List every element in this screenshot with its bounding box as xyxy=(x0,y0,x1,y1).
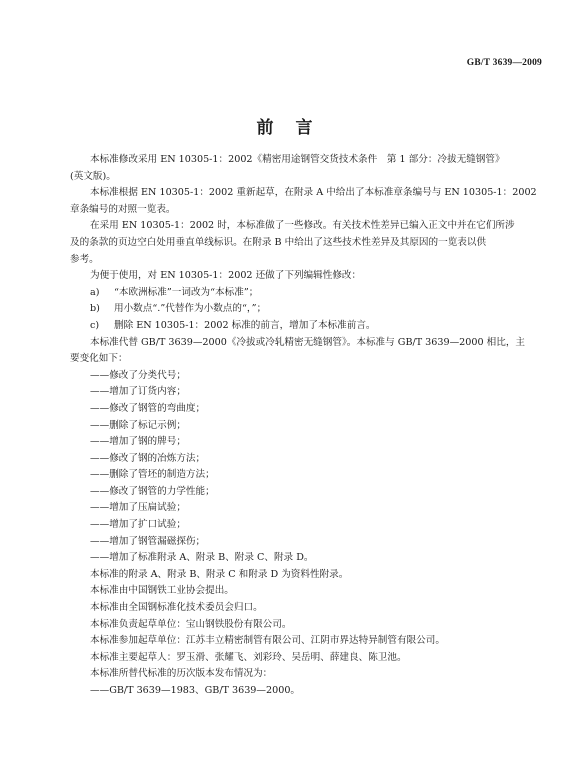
paragraph-line: 本标准代替 GB/T 3639—2000《冷拔或冷轧精密无缝钢管》。本标准与 GB/T 3639—2000 相比，主 xyxy=(90,336,526,348)
change-item: ——增加了标准附录 A、附录 B、附录 C、附录 D。 xyxy=(90,552,314,564)
standard-code: GB/T 3639—2009 xyxy=(466,58,542,68)
paragraph-line: 本标准根据 EN 10305-1：2002 重新起草，在附录 A 中给出了本标准章条编号与 EN 10305-1：2002 xyxy=(90,187,537,199)
paragraph-line: 及的条款的页边空白处用垂直单线标识。在附录 B 中给出了这些技术性差异及其原因的一览表以供 xyxy=(70,236,487,248)
paragraph-line: (英文版)。 xyxy=(70,170,116,182)
list-text: 用小数点“.”代替作为小数点的“，”； xyxy=(114,303,267,315)
foreword-body xyxy=(70,152,558,700)
list-marker: a) xyxy=(90,286,100,298)
paragraph-line: 在采用 EN 10305-1：2002 时，本标准做了一些修改。有关技术性差异已编入正文中并在它们所涉 xyxy=(90,220,515,232)
paragraph-line: 本标准由中国钢铁工业协会提出。 xyxy=(90,585,234,597)
paragraph-line: 章条编号的对照一览表。 xyxy=(70,203,176,215)
page-title: 前言 xyxy=(256,118,335,138)
list-item xyxy=(70,285,558,302)
paragraph-line: 本标准参加起草单位：江苏丰立精密制管有限公司、江阴市界达特异制管有限公司。 xyxy=(90,635,445,647)
paragraph-line: 本标准修改采用 EN 10305-1：2002《精密用途钢管交货技术条件 第 1 部分：冷拔无缝钢管》 xyxy=(90,154,505,165)
list-item xyxy=(70,301,558,318)
list-text: 删除 EN 10305-1：2002 标准的前言，增加了本标准前言。 xyxy=(114,319,376,331)
change-item: ——增加了压扁试验； xyxy=(90,502,186,514)
list-text: “本欧洲标准”一词改为“本标准”； xyxy=(114,286,259,298)
change-item: ——修改了钢管的弯曲度； xyxy=(90,402,206,414)
change-item: ——修改了钢的冶炼方法； xyxy=(90,452,206,464)
change-item: ——增加了钢的牌号； xyxy=(90,436,186,448)
change-item: ——增加了钢管漏磁探伤； xyxy=(90,535,206,547)
change-item: ——删除了标记示例； xyxy=(90,419,186,431)
change-item: ——GB/T 3639—1983、GB/T 3639—2000。 xyxy=(90,685,301,696)
paragraph-line: 本标准所替代标准的历次版本发布情况为： xyxy=(90,668,273,680)
paragraph-line: 本标准主要起草人：罗玉滑、张耀飞、刘彩玲、吴岳明、薛建良、陈卫池。 xyxy=(90,651,407,663)
change-item: ——增加了扩口试验； xyxy=(90,519,186,531)
list-marker: b) xyxy=(90,303,100,315)
change-item: ——删除了管坯的制造方法； xyxy=(90,469,215,481)
paragraph-line: 本标准的附录 A、附录 B、附录 C 和附录 D 为资料性附录。 xyxy=(90,568,349,580)
list-item xyxy=(70,318,558,335)
list-marker: c) xyxy=(90,319,100,331)
paragraph-line: 本标准由全国钢标准化技术委员会归口。 xyxy=(90,602,263,614)
paragraph-line: 本标准负责起草单位：宝山钢铁股份有限公司。 xyxy=(90,618,292,630)
paragraph-line: 要变化如下： xyxy=(70,353,128,365)
change-item: ——修改了分类代号； xyxy=(90,369,186,381)
change-item: ——增加了订货内容； xyxy=(90,386,186,398)
paragraph-line: 为便于使用，对 EN 10305-1：2002 还做了下列编辑性修改： xyxy=(90,270,362,282)
paragraph-line: 参考。 xyxy=(70,253,99,265)
change-item: ——修改了钢管的力学性能； xyxy=(90,485,215,497)
